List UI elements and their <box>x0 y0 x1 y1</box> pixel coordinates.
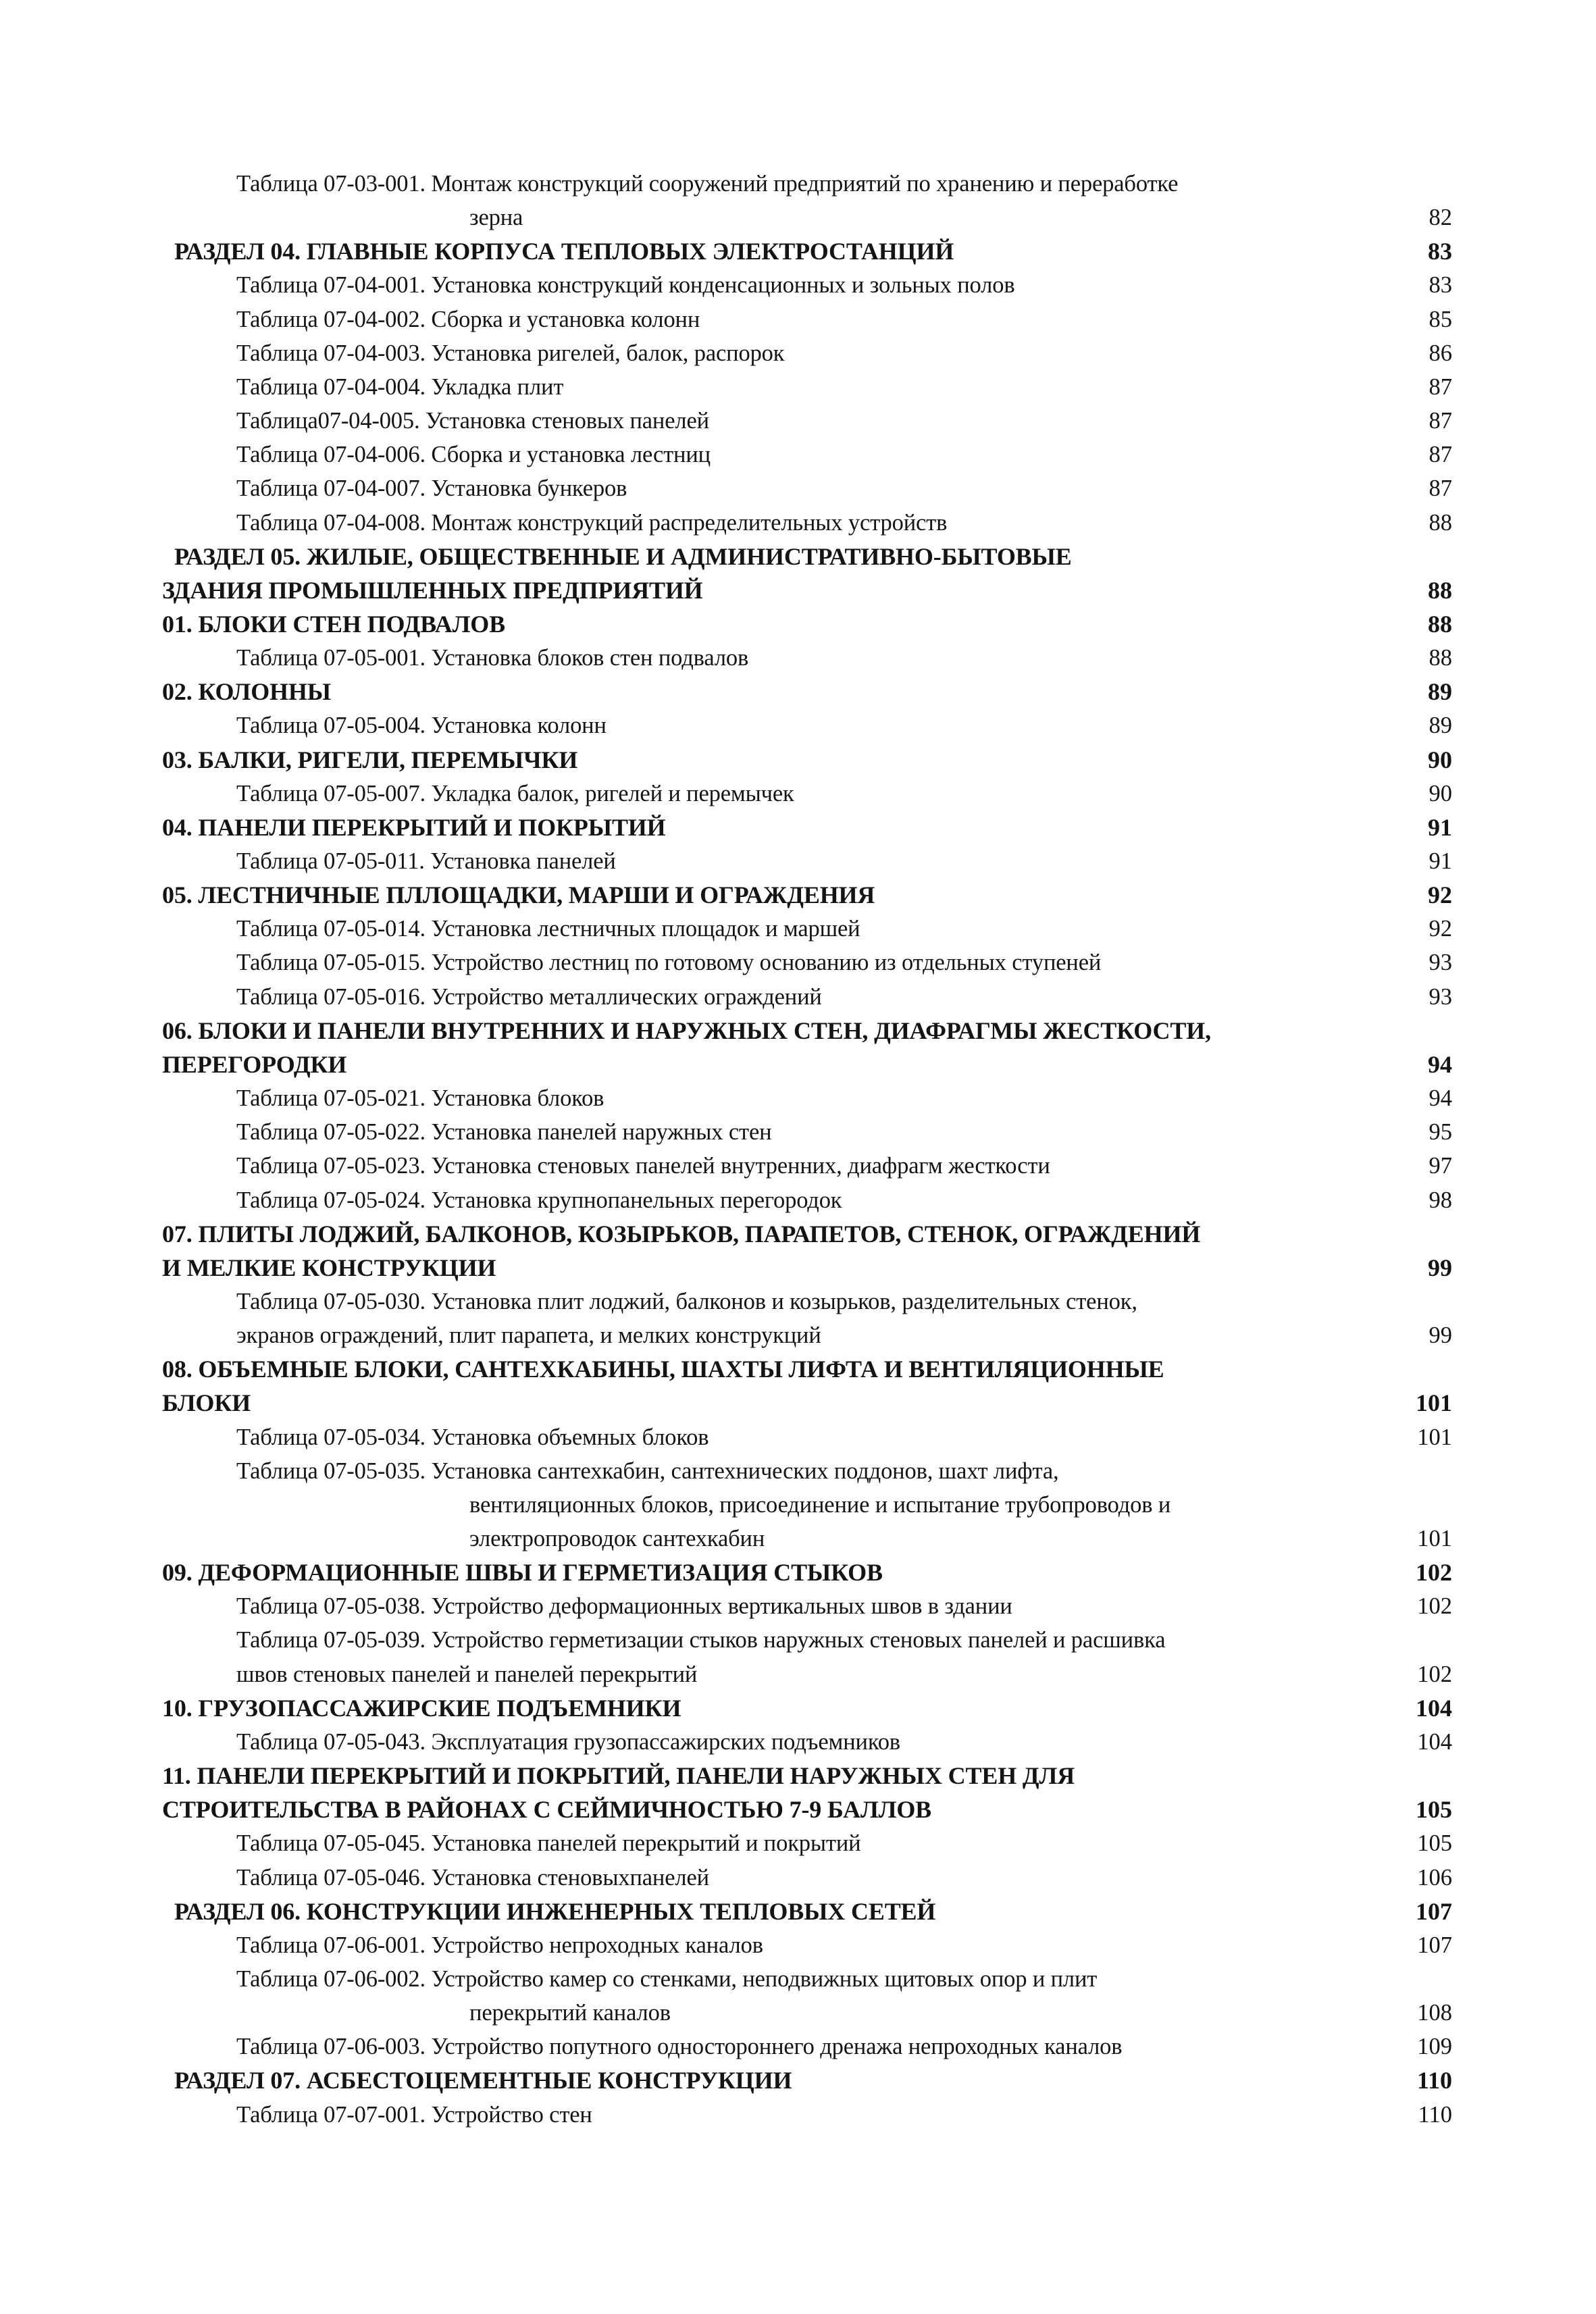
toc-entry-table <box>0 1420 1596 1454</box>
toc-entry-text: Таблица 07-05-001. Установка блоков стен подвалов <box>236 645 749 671</box>
toc-entry-text: Таблица 07-05-022. Установка панелей наружных стен <box>236 1119 772 1145</box>
toc-entry-page: 91 <box>1428 848 1452 874</box>
toc-entry-text: вентиляционных блоков, присоединение и испытание трубопроводов и <box>469 1492 1171 1518</box>
toc-entry-page: 82 <box>1428 205 1452 230</box>
toc-entry-text: РАЗДЕЛ 07. АСБЕСТОЦЕМЕНТНЫЕ КОНСТРУКЦИИ <box>174 2067 792 2094</box>
toc-entry-text: Таблица07-04-005. Установка стеновых панелей <box>236 408 709 434</box>
toc-entry-text: Таблица 07-05-023. Установка стеновых панелей внутренних, диафрагм жесткости <box>236 1153 1050 1179</box>
toc-entry-text: БЛОКИ <box>162 1389 251 1416</box>
toc-entry-text: Таблица 07-05-024. Установка крупнопанельных перегородок <box>236 1187 842 1213</box>
toc-entry-table <box>0 2030 1596 2063</box>
toc-entry-heading <box>0 1793 1596 1826</box>
toc-entry-table <box>0 1928 1596 1962</box>
toc-entry-page: 102 <box>1416 1559 1452 1586</box>
toc-entry-page: 88 <box>1428 611 1452 638</box>
toc-entry-table <box>0 404 1596 438</box>
toc-entry-text: Таблица 07-05-045. Установка панелей перекрытий и покрытий <box>236 1830 861 1856</box>
toc-entry-text: 01. БЛОКИ СТЕН ПОДВАЛОВ <box>162 611 505 638</box>
toc-entry-text: Таблица 07-05-011. Установка панелей <box>236 848 616 874</box>
toc-entry-text: Таблица 07-03-001. Монтаж конструкций сооружений предприятий по хранению и переработке <box>236 171 1179 197</box>
toc-entry-text: Таблица 07-05-007. Укладка балок, ригелей и перемычек <box>236 781 794 806</box>
toc-entry-continuation <box>0 1522 1596 1555</box>
toc-entry-page: 99 <box>1428 1322 1452 1348</box>
toc-entry-heading <box>0 1386 1596 1420</box>
toc-entry-table <box>0 506 1596 540</box>
toc-entry-table <box>0 1861 1596 1895</box>
toc-entry-page: 98 <box>1428 1187 1452 1213</box>
toc-entry-page: 102 <box>1417 1662 1452 1687</box>
toc-entry-table <box>0 167 1596 201</box>
toc-entry-text: 07. ПЛИТЫ ЛОДЖИЙ, БАЛКОНОВ, КОЗЫРЬКОВ, ПАРАПЕТОВ, СТЕНОК, ОГРАЖДЕНИЙ <box>162 1220 1201 1248</box>
toc-entry-page: 95 <box>1428 1119 1452 1145</box>
toc-entry-section <box>0 540 1596 573</box>
toc-entry-text: СТРОИТЕЛЬСТВА В РАЙОНАХ С СЕЙМИЧНОСТЬЮ 7-9 БАЛЛОВ <box>162 1796 932 1823</box>
toc-entry-heading <box>0 1759 1596 1793</box>
toc-entry-table <box>0 303 1596 336</box>
toc-entry-text: Таблица 07-05-016. Устройство металлических ограждений <box>236 984 822 1010</box>
toc-entry-text: Таблица 07-05-004. Установка колонн <box>236 713 607 738</box>
toc-entry-page: 101 <box>1417 1424 1452 1450</box>
toc-entry-text: 10. ГРУЗОПАССАЖИРСКИЕ ПОДЪЕМНИКИ <box>162 1695 681 1722</box>
toc-entry-table <box>0 1081 1596 1115</box>
toc-entry-text: Таблица 07-05-030. Установка плит лоджий, балконов и козырьков, разделительных стенок, <box>236 1289 1137 1314</box>
toc-entry-page: 89 <box>1428 713 1452 738</box>
toc-entry-section <box>0 2063 1596 2097</box>
toc-entry-page: 87 <box>1428 475 1452 501</box>
toc-entry-table <box>0 912 1596 946</box>
toc-entry-table <box>0 980 1596 1014</box>
toc-entry-text: Таблица 07-06-002. Устройство камер со стенками, неподвижных щитовых опор и плит <box>236 1966 1098 1992</box>
toc-entry-text: 08. ОБЪЕМНЫЕ БЛОКИ, САНТЕХКАБИНЫ, ШАХТЫ ЛИФТА И ВЕНТИЛЯЦИОННЫЕ <box>162 1356 1164 1383</box>
toc-entry-continuation <box>0 1657 1596 1691</box>
toc-entry-heading <box>0 1048 1596 1081</box>
toc-entry-section <box>0 234 1596 268</box>
toc-entry-text: Таблица 07-06-001. Устройство непроходных каналов <box>236 1932 763 1958</box>
toc-entry-text: 05. ЛЕСТНИЧНЫЕ ПЛЛОЩАДКИ, МАРШИ И ОГРАЖДЕНИЯ <box>162 881 875 908</box>
toc-entry-text: РАЗДЕЛ 05. ЖИЛЫЕ, ОБЩЕСТВЕННЫЕ И АДМИНИСТРАТИВНО-БЫТОВЫЕ <box>174 543 1072 570</box>
toc-entry-table <box>0 777 1596 811</box>
toc-entry-heading <box>0 743 1596 777</box>
toc-entry-text: 04. ПАНЕЛИ ПЕРЕКРЫТИЙ И ПОКРЫТИЙ <box>162 814 666 841</box>
toc-entry-page: 90 <box>1428 781 1452 806</box>
toc-entry-page: 92 <box>1428 881 1452 908</box>
toc-entry-heading <box>0 1352 1596 1386</box>
toc-entry-page: 94 <box>1428 1051 1452 1078</box>
toc-entry-table <box>0 844 1596 878</box>
toc-entry-text: ПЕРЕГОРОДКИ <box>162 1051 347 1078</box>
toc-entry-page: 90 <box>1428 746 1452 773</box>
toc-entry-page: 94 <box>1428 1085 1452 1111</box>
toc-entry-text: Таблица 07-04-008. Монтаж конструкций распределительных устройств <box>236 510 948 536</box>
toc-entry-heading <box>0 1251 1596 1285</box>
toc-entry-text: Таблица 07-05-034. Установка объемных блоков <box>236 1424 709 1450</box>
toc-entry-section <box>0 1895 1596 1928</box>
toc-entry-text: Таблица 07-04-007. Установка бункеров <box>236 475 627 501</box>
toc-entry-page: 88 <box>1428 645 1452 671</box>
toc-entry-text: Таблица 07-05-015. Устройство лестниц по готовому основанию из отдельных ступеней <box>236 950 1102 975</box>
toc-entry-text: Таблица 07-05-035. Установка сантехкабин, сантехнических поддонов, шахт лифта, <box>236 1458 1059 1484</box>
toc-entry-page: 83 <box>1428 272 1452 298</box>
toc-entry-page: 102 <box>1417 1593 1452 1619</box>
toc-entry-page: 87 <box>1428 442 1452 467</box>
toc-entry-continuation <box>0 1318 1596 1352</box>
toc-entry-page: 107 <box>1417 1932 1452 1958</box>
toc-entry-text: зерна <box>469 205 523 230</box>
toc-entry-text: Таблица 07-05-039. Устройство герметизации стыков наружных стеновых панелей и расшивка <box>236 1627 1166 1653</box>
toc-entry-heading <box>0 1217 1596 1251</box>
toc-entry-heading <box>0 1691 1596 1725</box>
toc-entry-page: 86 <box>1428 340 1452 366</box>
toc-entry-page: 101 <box>1416 1389 1452 1416</box>
toc-entry-text: Таблица 07-07-001. Устройство стен <box>236 2102 592 2128</box>
toc-entry-text: ЗДАНИЯ ПРОМЫШЛЕННЫХ ПРЕДПРИЯТИЙ <box>162 577 703 604</box>
toc-entry-page: 91 <box>1428 814 1452 841</box>
toc-entry-text: 03. БАЛКИ, РИГЕЛИ, ПЕРЕМЫЧКИ <box>162 746 578 773</box>
toc-entry-page: 104 <box>1417 1729 1452 1755</box>
toc-entry-table <box>0 1149 1596 1183</box>
toc-entry-text: электропроводок сантехкабин <box>469 1526 765 1551</box>
toc-entry-page: 83 <box>1428 238 1452 265</box>
toc-entry-table <box>0 438 1596 471</box>
toc-entry-page: 85 <box>1428 307 1452 332</box>
toc-entry-page: 87 <box>1428 408 1452 434</box>
toc-entry-table <box>0 1826 1596 1860</box>
toc-entry-text: перекрытий каналов <box>469 2000 671 2026</box>
toc-entry-page: 97 <box>1428 1153 1452 1179</box>
toc-entry-text: Таблица 07-05-021. Установка блоков <box>236 1085 604 1111</box>
toc-entry-text: Таблица 07-04-004. Укладка плит <box>236 374 564 400</box>
toc-entry-continuation <box>0 201 1596 234</box>
toc-entry-page: 104 <box>1416 1695 1452 1722</box>
toc-entry-text: Таблица 07-05-043. Эксплуатация грузопассажирских подъемников <box>236 1729 900 1755</box>
toc-entry-heading <box>0 1014 1596 1048</box>
toc-entry-page: 110 <box>1418 2102 1452 2128</box>
toc-entry-table <box>0 370 1596 404</box>
toc-entry-text: 02. КОЛОННЫ <box>162 678 331 705</box>
toc-entry-page: 88 <box>1428 577 1452 604</box>
toc-entry-page: 92 <box>1428 916 1452 942</box>
toc-entry-table <box>0 1623 1596 1657</box>
toc-entry-text: РАЗДЕЛ 04. ГЛАВНЫЕ КОРПУСА ТЕПЛОВЫХ ЭЛЕКТРОСТАНЦИЙ <box>174 238 954 265</box>
toc-entry-table <box>0 1183 1596 1217</box>
toc-entry-table <box>0 336 1596 370</box>
toc-entry-page: 101 <box>1417 1526 1452 1551</box>
toc-entry-text: Таблица 07-04-002. Сборка и установка колонн <box>236 307 700 332</box>
toc-entry-text: 11. ПАНЕЛИ ПЕРЕКРЫТИЙ И ПОКРЫТИЙ, ПАНЕЛИ НАРУЖНЫХ СТЕН ДЛЯ <box>162 1762 1075 1789</box>
toc-entry-table <box>0 1725 1596 1759</box>
toc-entry-table <box>0 1285 1596 1318</box>
toc-entry-table <box>0 641 1596 675</box>
toc-entry-text: швов стеновых панелей и панелей перекрытий <box>236 1662 698 1687</box>
toc-entry-table <box>0 1589 1596 1623</box>
toc-entry-table <box>0 1962 1596 1996</box>
toc-entry-text: Таблица 07-05-038. Устройство деформационных вертикальных швов в здании <box>236 1593 1012 1619</box>
toc-entry-heading <box>0 1555 1596 1589</box>
toc-entry-page: 106 <box>1417 1865 1452 1891</box>
toc-entry-text: И МЕЛКИЕ КОНСТРУКЦИИ <box>162 1254 496 1281</box>
toc-entry-heading <box>0 607 1596 641</box>
toc-entry-table <box>0 1115 1596 1149</box>
toc-entry-page: 105 <box>1416 1796 1452 1823</box>
toc-entry-page: 99 <box>1428 1254 1452 1281</box>
toc-entry-table <box>0 2098 1596 2132</box>
toc-entry-table <box>0 946 1596 979</box>
toc-entry-text: Таблица 07-04-001. Установка конструкций конденсационных и зольных полов <box>236 272 1015 298</box>
toc-entry-page: 109 <box>1417 2034 1452 2059</box>
toc-entry-table <box>0 709 1596 742</box>
toc-entry-page: 107 <box>1416 1898 1452 1925</box>
toc-entry-page: 93 <box>1428 950 1452 975</box>
toc-entry-text: Таблица 07-05-046. Установка стеновыхпанелей <box>236 1865 709 1891</box>
toc-entry-page: 93 <box>1428 984 1452 1010</box>
toc-entry-heading <box>0 878 1596 912</box>
toc-entry-text: Таблица 07-04-006. Сборка и установка лестниц <box>236 442 711 467</box>
toc-entry-text: 06. БЛОКИ И ПАНЕЛИ ВНУТРЕННИХ И НАРУЖНЫХ СТЕН, ДИАФРАГМЫ ЖЕСТКОСТИ, <box>162 1017 1211 1044</box>
toc-entry-text: РАЗДЕЛ 06. КОНСТРУКЦИИ ИНЖЕНЕРНЫХ ТЕПЛОВЫХ СЕТЕЙ <box>174 1898 936 1925</box>
toc-entry-page: 88 <box>1428 510 1452 536</box>
toc-entry-table <box>0 1454 1596 1488</box>
toc-entry-continuation <box>0 1996 1596 2030</box>
toc-entry-heading <box>0 675 1596 709</box>
toc-entry-page: 89 <box>1428 678 1452 705</box>
toc-entry-heading <box>0 573 1596 607</box>
toc-entry-table <box>0 268 1596 302</box>
toc-entry-continuation <box>0 1488 1596 1522</box>
toc-entry-heading <box>0 811 1596 844</box>
toc-entry-text: 09. ДЕФОРМАЦИОННЫЕ ШВЫ И ГЕРМЕТИЗАЦИЯ СТЫКОВ <box>162 1559 883 1586</box>
toc-entry-text: экранов ограждений, плит парапета, и мелких конструкций <box>236 1322 821 1348</box>
toc-entry-page: 105 <box>1417 1830 1452 1856</box>
toc-entry-page: 110 <box>1416 2067 1452 2094</box>
toc-entry-page: 108 <box>1417 2000 1452 2026</box>
toc-entry-text: Таблица 07-05-014. Установка лестничных площадок и маршей <box>236 916 860 942</box>
toc-entry-page: 87 <box>1428 374 1452 400</box>
toc-entry-text: Таблица 07-06-003. Устройство попутного одностороннего дренажа непроходных каналов <box>236 2034 1123 2059</box>
toc-entry-table <box>0 471 1596 505</box>
toc-entry-text: Таблица 07-04-003. Установка ригелей, балок, распорок <box>236 340 785 366</box>
